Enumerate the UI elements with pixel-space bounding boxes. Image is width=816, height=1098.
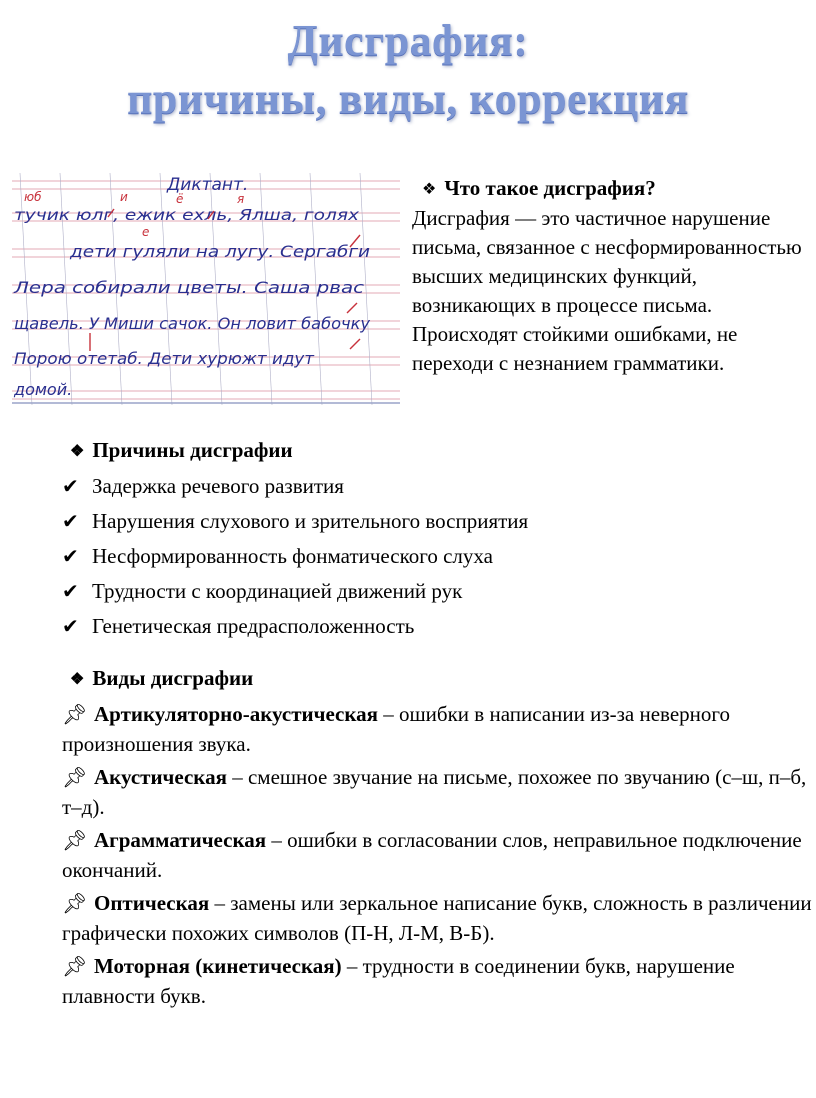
causes-item-text: Нарушения слухового и зрительного восприятия [92, 509, 529, 533]
handwriting-sample-image [12, 173, 400, 405]
correction-mark-2: и [120, 190, 128, 204]
intro-heading: Что такое дисграфия? [444, 176, 656, 200]
handwriting-line-5: Порою отетаб. Дети хурюжт идут [14, 349, 315, 368]
checkmark-icon: ✔︎ [62, 581, 79, 603]
types-item-desc: – ошибки в согласовании слов, неправильное подключение окончаний. [62, 828, 802, 882]
types-item-desc: – трудности в соединении букв, нарушение плавности букв. [62, 954, 735, 1008]
causes-item [62, 574, 812, 609]
causes-item [62, 469, 812, 504]
checkmark-icon: ✔︎ [62, 476, 79, 498]
causes-section [62, 433, 812, 644]
causes-item-text: Задержка речевого развития [92, 474, 344, 498]
pushpin-icon: 📌︎ [62, 830, 88, 852]
causes-item-text: Несформированность фонматического слуха [92, 544, 493, 568]
checkmark-icon: ✔︎ [62, 511, 79, 533]
intro-heading-row [412, 174, 812, 204]
pushpin-icon: 📌︎ [62, 893, 88, 915]
types-item [62, 826, 812, 885]
types-item-name: Моторная (кинетическая) [94, 954, 342, 978]
pushpin-icon: 📌︎ [62, 767, 88, 789]
title-line-2: причины, виды, коррекция [127, 74, 689, 123]
page-title [0, 12, 816, 128]
types-item-name: Артикуляторно-акустическая [94, 702, 378, 726]
types-item [62, 889, 812, 948]
types-section [62, 662, 812, 1015]
causes-item [62, 539, 812, 574]
types-item-name: Акустическая [94, 765, 227, 789]
types-item [62, 700, 812, 759]
types-item-desc: – смешное звучание на письме, похожее по звучанию (с–ш, п–б, т–д). [62, 765, 807, 819]
handwriting-line-4: щавель. У Миши сачок. Он ловит бабочку [14, 314, 371, 333]
intro-text: Дисграфия — это частичное нарушение письма, связанное с несформированностью высших медицинских функций, возникающих в процессе письма. Происходят стойкими ошибками, не переходи с незнанием грамматики. [412, 206, 802, 375]
causes-item [62, 609, 812, 644]
handwriting-line-2: дети гуляли на лугу. Сергабги [68, 242, 370, 261]
correction-mark-4: я [237, 192, 245, 206]
causes-heading-row [62, 433, 812, 469]
types-item [62, 952, 812, 1011]
causes-item-text: Генетическая предрасположенность [92, 614, 415, 638]
handwriting-line-1: тучик юлг, ежик ехль, Ялша, голях [14, 206, 360, 224]
pushpin-icon: 📌︎ [62, 956, 88, 978]
handwriting-line-6: домой. [14, 380, 73, 399]
correction-mark-3: ё [176, 192, 184, 206]
types-item-desc: – замены или зеркальное написание букв, сложность в различении графически похожих символов (П-Н, Л-М, В-Б). [62, 891, 812, 945]
pushpin-icon: 📌︎ [62, 704, 88, 726]
diamond-bullet-icon: ❖ [70, 443, 85, 460]
intro-section [412, 174, 812, 378]
types-item [62, 763, 812, 822]
types-heading: Виды дисграфии [92, 666, 254, 690]
handwriting-header: Диктант. [167, 175, 249, 195]
types-heading-row [62, 662, 812, 696]
correction-mark-1: юб [24, 190, 42, 204]
title-line-1: Дисграфия: [287, 16, 529, 65]
diamond-bullet-icon: ❖ [422, 181, 437, 198]
checkmark-icon: ✔︎ [62, 546, 79, 568]
correction-mark-5: е [142, 225, 150, 239]
causes-heading: Причины дисграфии [92, 438, 293, 462]
handwriting-line-3: Лера собирали цветы. Саша рвас [12, 278, 365, 297]
types-item-name: Оптическая [94, 891, 210, 915]
types-item-desc: – ошибки в написании из-за неверного произношения звука. [62, 702, 730, 756]
causes-item [62, 504, 812, 539]
checkmark-icon: ✔︎ [62, 616, 79, 638]
diamond-bullet-icon: ❖ [70, 671, 85, 688]
types-item-name: Аграмматическая [94, 828, 267, 852]
causes-item-text: Трудности с координацией движений рук [92, 579, 463, 603]
